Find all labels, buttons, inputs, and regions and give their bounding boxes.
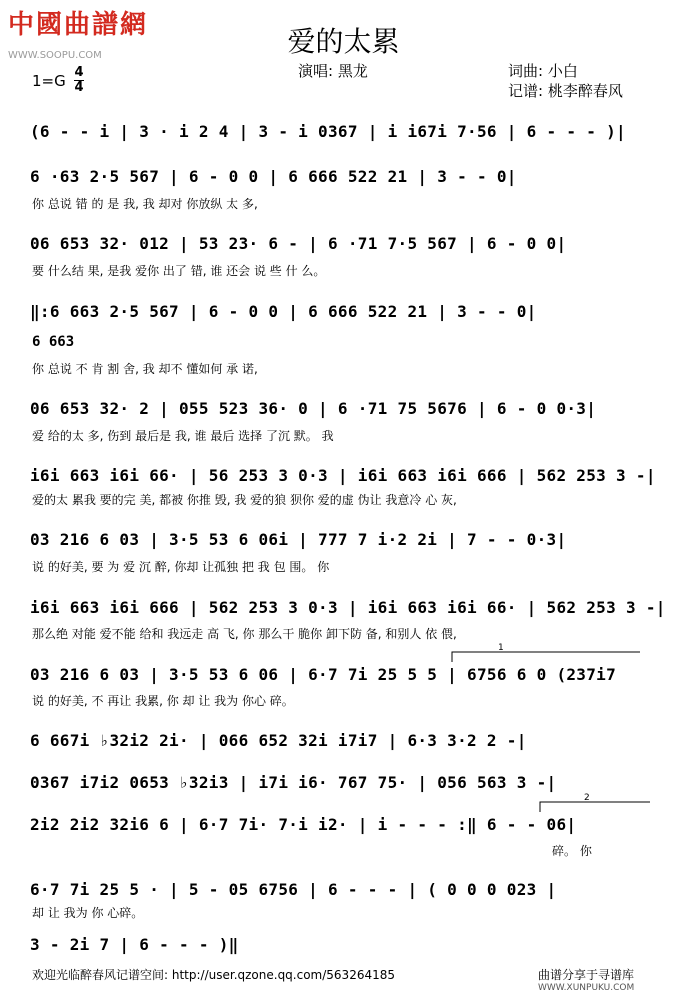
volta-1-number: 1 [498,643,504,653]
volta-2-bracket [540,802,650,812]
lyric-line-9: 说 的好美, 不 再让 我累, 你 却 让 我为 你心 碎。 [32,694,294,708]
score-line-10: 6 667i ♭32i2 2i· | 066 652 32i i7i7 | 6·3 3·2 2 -| [30,731,527,750]
score-line-13: 6·7 7i 25 5 · | 5 - 05 6756 | 6 - - - | ( 0 0 0 023 | [30,880,557,899]
time-top: 4 [74,65,84,80]
lyric-line-4b: 你 总说 不 肯 割 舍, 我 却不 懂如何 承 诺, [32,362,258,376]
footer-welcome: 欢迎光临醉春风记谱空间: http://user.qzone.qq.com/563264185 [32,968,396,982]
logo-site: WWW.SOOPU.COM [8,50,102,61]
score-line-14: 3 - 2i 7 | 6 - - - )‖ [30,935,239,954]
volta-1-bracket [452,652,640,662]
time-bottom: 4 [74,80,84,95]
score-line-8: i6i 663 i6i 666 | 562 253 3 0·3 | i6i 663 i6i 66· | 562 253 3 -| [30,598,666,617]
score-line-7: 03 216 6 03 | 3·5 53 6 06i | 777 7 i·2 2i | 7 - - 0·3| [30,530,567,549]
singer: 演唱: 黑龙 [298,62,368,80]
score-line-6: i6i 663 i6i 66· | 56 253 3 0·3 | i6i 663 i6i 666 | 562 253 3 -| [30,466,656,485]
footer-share: 曲谱分享于寻谱库 [538,968,635,982]
lyric-line-13: 却 让 我为 你 心碎。 [32,906,144,920]
score-line-1: (6 - - i | 3 · i 2 4 | 3 - i 0367 | i i67i 7·56 | 6 - - - )| [30,122,626,141]
lyric-line-2: 你 总说 错 的 是 我, 我 却对 你放纵 太 多, [32,197,258,211]
lyric-line-7: 说 的好美, 要 为 爱 沉 醉, 你却 让孤独 把 我 包 围。 你 [32,560,330,574]
score-line-4: ‖:6 663 2·5 567 | 6 - 0 0 | 6 666 522 21 | 3 - - 0| [30,302,537,321]
lyric-line-4a: 6 663 [32,334,75,350]
volta-2-number: 2 [584,793,590,803]
transcriber: 记谱: 桃李醉春风 [508,82,623,100]
lyric-line-8: 那么绝 对能 爱不能 给和 我远走 高 飞, 你 那么干 脆你 卸下防 备, 和别人 依 偎, [32,627,457,641]
lyric-line-5: 爱 给的太 多, 伤到 最后是 我, 谁 最后 选择 了沉 默。 我 [32,429,334,443]
logo-text: 中國曲譜網 [8,10,149,40]
score-line-11: 0367 i7i2 0653 ♭32i3 | i7i i6· 767 75· | 056 563 3 -| [30,773,557,792]
lyric-line-12: 碎。 你 [552,844,592,858]
footer-site: WWW.XUNPUKU.COM [538,983,635,993]
song-title: 爱的太累 [287,25,400,58]
score-line-12: 2i2 2i2 32i6 6 | 6·7 7i· 7·i i2· | i - - - :‖ 6 - - 06| [30,815,577,834]
score-line-2: 6 ·63 2·5 567 | 6 - 0 0 | 6 666 522 21 | 3 - - 0| [30,167,517,186]
lyric-line-3: 要 什么结 果, 是我 爱你 出了 错, 谁 还会 说 些 什 么。 [32,264,326,278]
score-line-9: 03 216 6 03 | 3·5 53 6 06 | 6·7 7i 25 5 5 | 6756 6 0 (237i7 [30,665,617,684]
score-line-5: 06 653 32· 2 | 055 523 36· 0 | 6 ·71 75 5676 | 6 - 0 0·3| [30,399,597,418]
composer: 词曲: 小白 [508,62,578,80]
key-signature: 1=G [32,72,66,90]
lyric-line-6: 爱的太 累我 要的完 美, 都被 你推 毁, 我 爱的狼 狈你 爱的虚 伪让 我意冷 心 灰, [32,493,457,507]
score-line-3: 06 653 32· 012 | 53 23· 6 - | 6 ·71 7·5 567 | 6 - 0 0| [30,234,567,253]
